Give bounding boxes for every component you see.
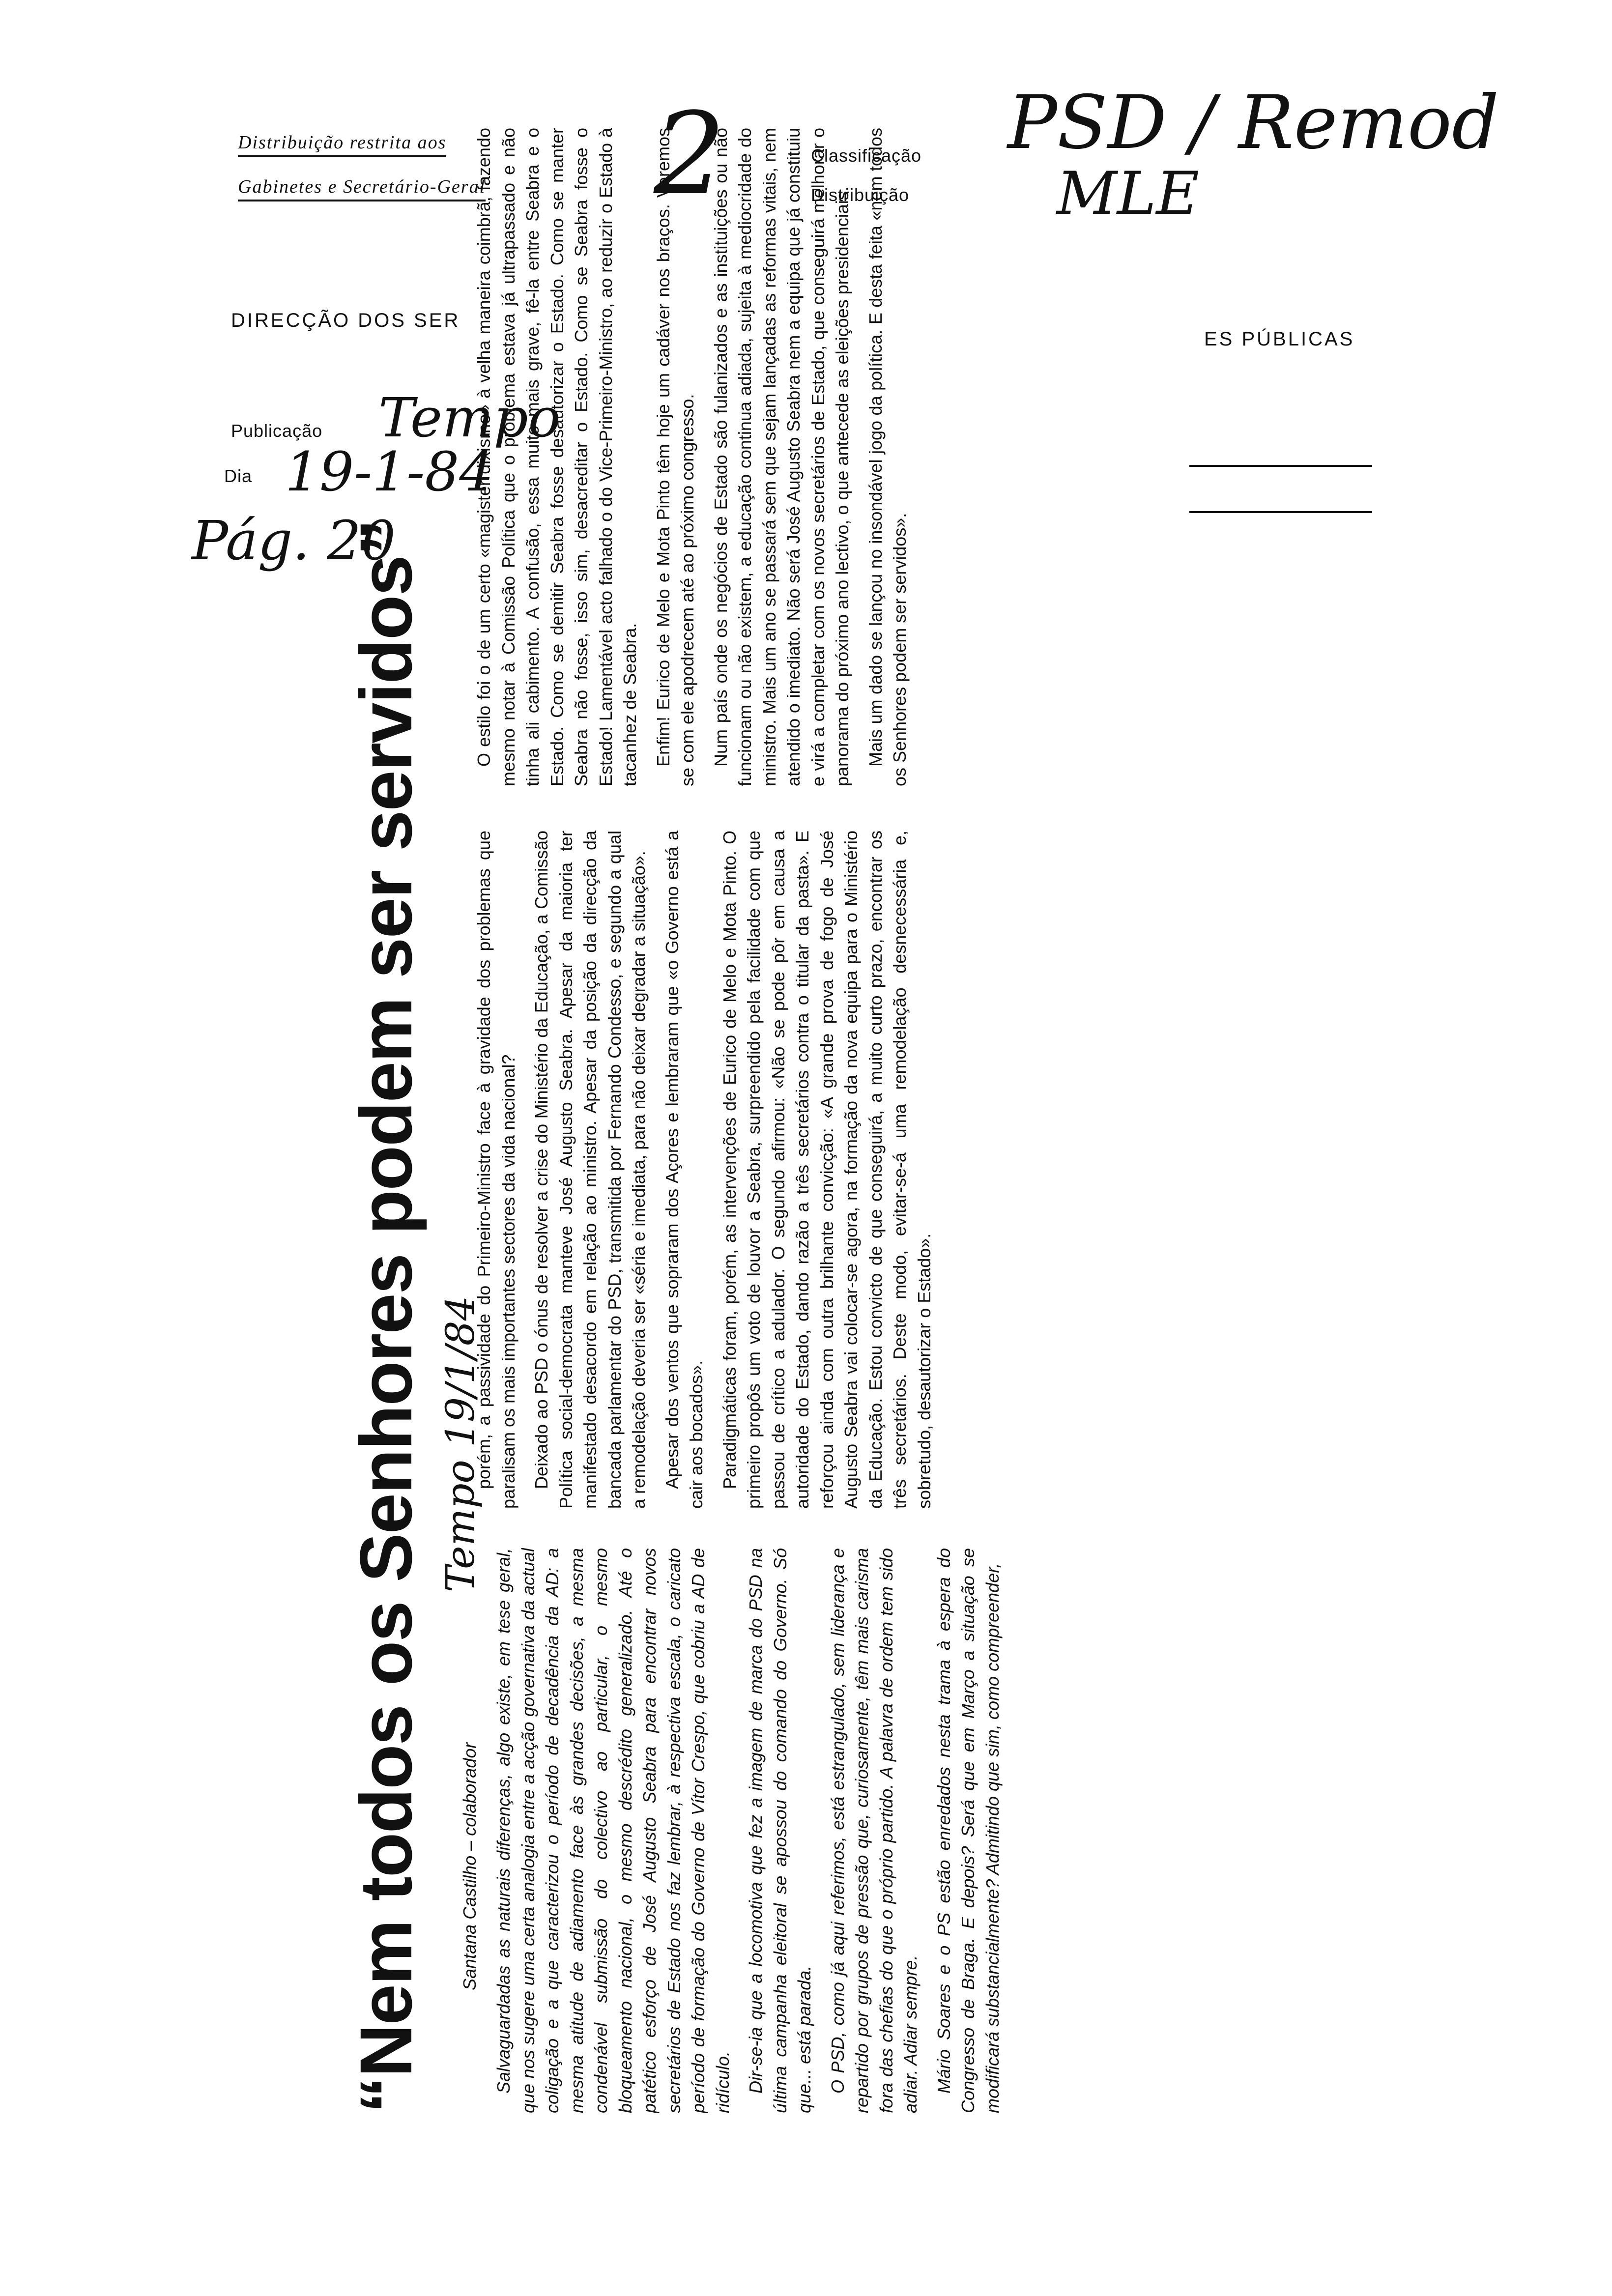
newspaper-clipping <box>344 118 1199 2113</box>
article-column-2 <box>472 831 1189 1509</box>
publication-label: Publicação <box>231 421 323 441</box>
handwritten-publication: Tempo <box>378 386 561 449</box>
distribution-label: Distribuição <box>811 185 910 205</box>
byline: Santana Castilho – colaborador <box>460 1742 480 1990</box>
classification-label: Classificação <box>811 145 922 166</box>
paragraph: Mário Soares e o PS estão enredados nesta trama à espera do Congresso de Braga. E depois? Será que em Março a situação se modificará substancialmente? Admitindo que sim, como compreender, <box>933 1548 1003 2113</box>
paragraph: Num país onde os negócios de Estado são fulanizados e as instituições ou não funcionam ou não existem, a educação continua adiada, sujeita à mediocridade do ministro. Mais um ano se passará sem que sejam lançadas as reformas vitais, nem atendido o imediato. Não será José Augusto Seabra nem a equipa que já constituiu e virá a completar com os novos secretários de Estado, que conseguirá melhorar o panorama do próximo ano lectivo, o que antecede as eleições presidenciais. <box>710 128 852 786</box>
paragraph: Salvaguardadas as naturais diferenças, algo existe, em tese geral, que nos sugere uma certa analogia entre a acção governativa da actual coligação e a que caracterizou o período de decadência da AD: a mesma atitude de adiamento face às grandes decisões, a mesma condenável submissão do colectivo ao particular, o mesmo bloqueamento nacional, o mesmo descrédito generalizado. Até o patético esforço de José Augusto Seabra para encontrar novos secretários de Estado nos faz lembrar, à respectiva escala, o caricato período de formação do Governo de Vítor Crespo, que cobriu a AD de ridículo. <box>493 1548 733 2113</box>
day-label: Dia <box>224 466 253 486</box>
distribution-restricted-line: Distribuição restrita aos <box>238 132 446 157</box>
paragraph: Deixado ao PSD o ónus de resolver a crise do Ministério da Educação, a Comissão Política social-democrata manteve José Augusto Seabra. Apesar da maioria ter manifestado desacordo em relação ao ministro. Apesar da posição da direcção da bancada parlamentar do PSD, transmitida por Fernando Condesso, e segundo a qual a remodelação deveria ser «séria e imediata, para não deixar degradar a situação». <box>531 831 649 1509</box>
handwritten-distribution: MLE <box>1057 160 1200 228</box>
paragraph: Dir-se-ia que a locomotiva que fez a imagem de marca do PSD na última campanha eleitoral se apossou do comando do Governo. Só que... está parada. <box>746 1548 814 2113</box>
handwritten-number: 2 <box>654 89 726 220</box>
paragraph: porém, a passividade do Primeiro-Ministro face à gravidade dos problemas que paralisam os mais importantes sectores da vida nacional? <box>474 831 518 1509</box>
handwritten-byline-note: Tempo 19/1/84 <box>437 1295 483 1592</box>
handwritten-page: Pág. 20 <box>192 509 396 572</box>
headline: “Nem todos os Senhores podem ser servidos” <box>345 520 427 2113</box>
blank-rule-1 <box>1189 465 1372 467</box>
handwritten-date: 19-1-84 <box>285 440 494 503</box>
direction-label-right: ES PÚBLICAS <box>1204 328 1355 350</box>
paragraph: Paradigmáticas foram, porém, as intervenções de Eurico de Melo e Mota Pinto. O primeiro propôs um voto de louvor a Seabra, surpreendido pela facilidade com que passou de crítico a adulador. O segundo afirmou: «Não se pode pôr em causa a autoridade do Estado, dando razão a três secretários contra o titular da pasta». E reforçou ainda com outra brilhante convicção: «A grande prova de fogo de José Augusto Seabra vai colocar-se agora, na formação da nova equipa para o Ministério da Educação. Estou convicto de que conseguirá, a muito curto prazo, encontrar os três secretários. Deste modo, evitar-se-á uma remodelação desnecessária e, sobretudo, desautorizar o Estado». <box>719 831 934 1509</box>
paragraph: Mais um dado se lançou no insondável jogo da política. E desta feita «nem todos os Senhores podem ser servidos». <box>865 128 910 786</box>
paragraph: O estilo foi o de um certo «magister dixismo» à velha maneira coimbrã, fazendo mesmo notar à Comissão Política que o problema estava já ultrapassado e não tinha ali cabimento. A confusão, essa muito mais grave, fê-la entre Seabra e o Estado. Como se demitir Seabra fosse desautorizar o Estado. Como se manter Seabra não fosse, isso sim, desacreditar o Estado. Como se Seabra fosse o Estado! Lamentável acto falhado o do Vice-Primeiro-Ministro, ao reduzir o Estado à tacanhez de Seabra. <box>474 128 640 786</box>
paragraph: Enfim! Eurico de Melo e Mota Pinto têm hoje um cadáver nos braços. Veremos se com ele apodrecem até ao próximo congresso. <box>653 128 697 786</box>
paragraph: Apesar dos ventos que sopraram dos Açores e lembraram que «o Governo está a cair aos bocados». <box>662 831 706 1509</box>
article-column-3 <box>472 128 1189 786</box>
article-column-1 <box>491 1548 1189 2113</box>
cabinets-line: Gabinetes e Secretário-Geral <box>238 176 486 201</box>
blank-rule-2 <box>1189 511 1372 513</box>
handwritten-classification: PSD / Remod <box>1008 80 1499 166</box>
paragraph: O PSD, como já aqui referimos, está estrangulado, sem liderança e repartido por grupos de pressão que, curiosamente, têm mais carisma fora das chefias do que o próprio partido. A palavra de ordem tem sido adiar. Adiar sempre. <box>827 1548 921 2113</box>
direction-label-left: DIRECÇÃO DOS SER <box>231 310 461 331</box>
